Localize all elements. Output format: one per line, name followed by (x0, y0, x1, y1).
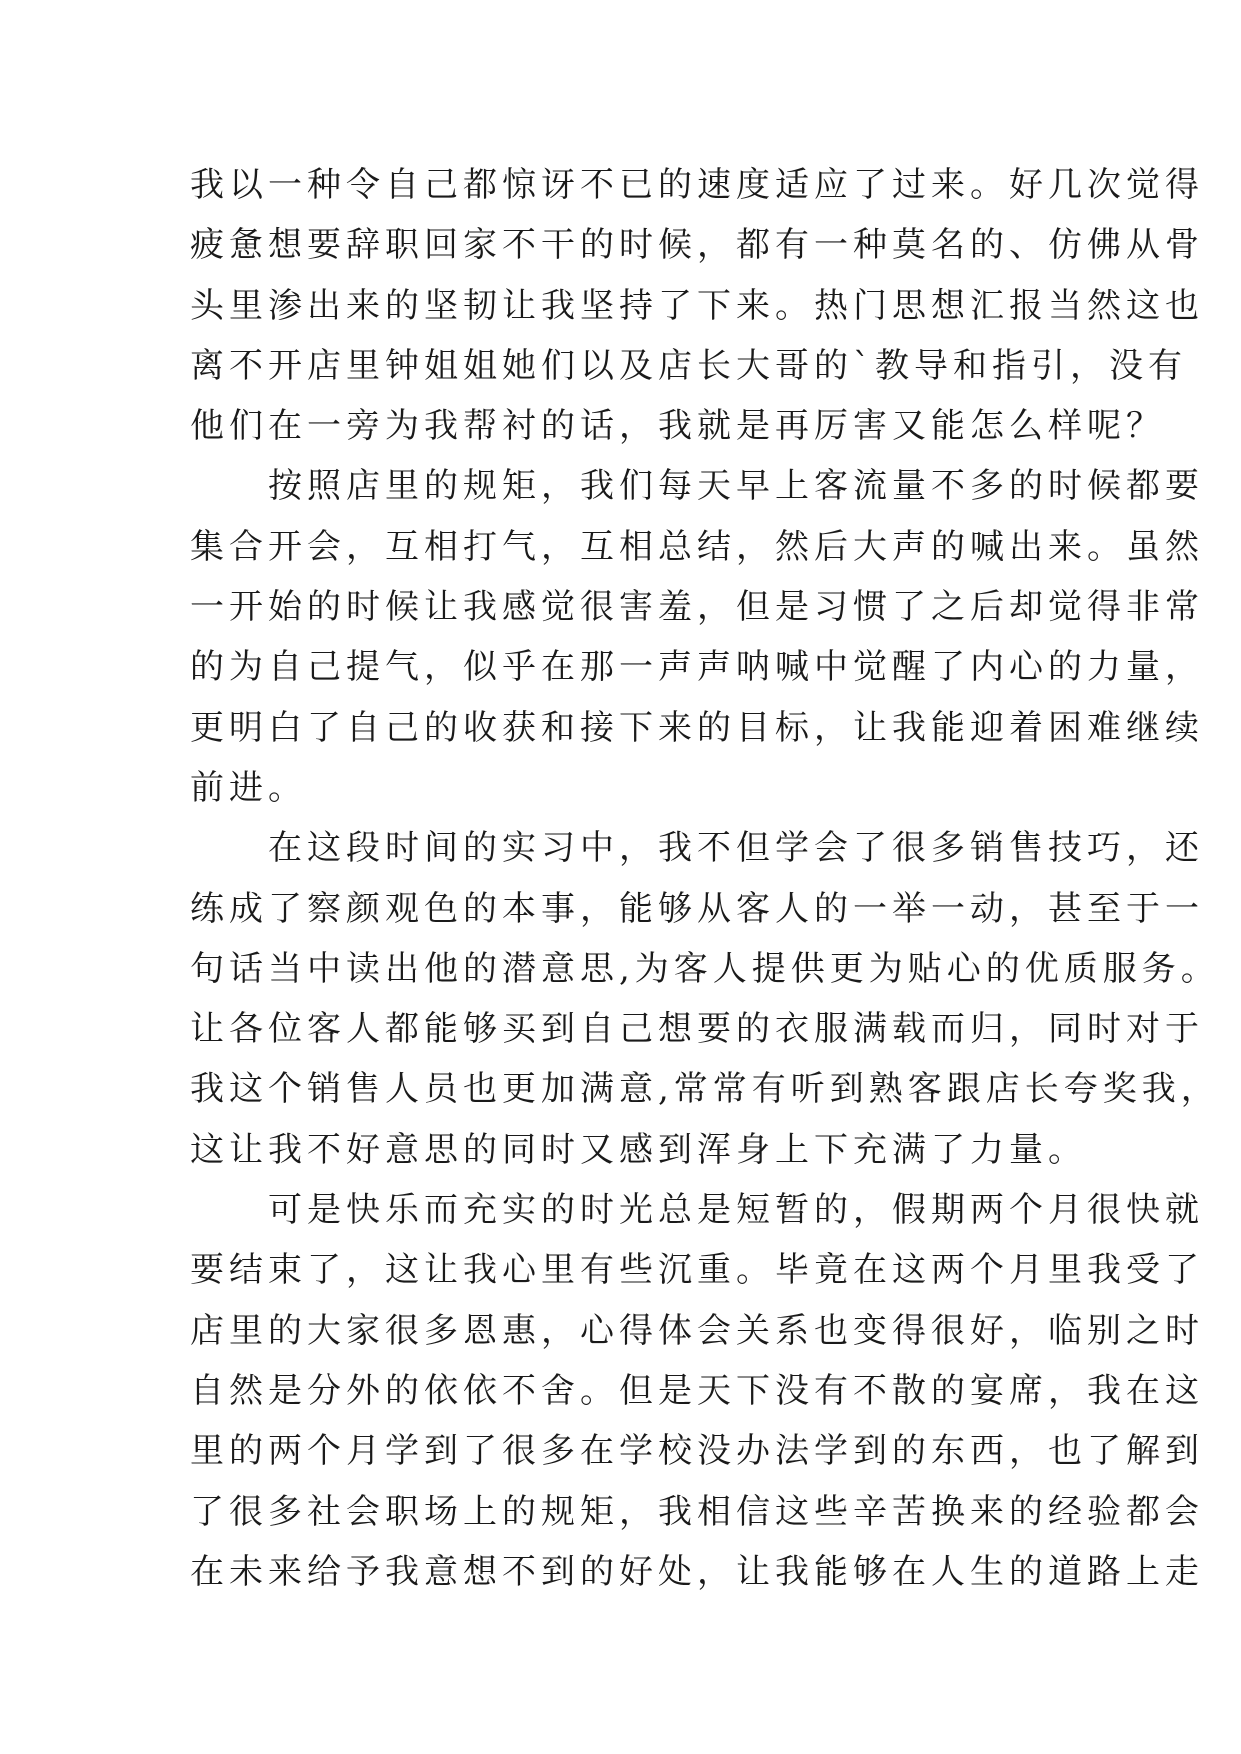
text-line: 句话当中读出他的潜意思,为客人提供更为贴心的优质服务。 (190, 948, 1220, 989)
text-line: 让各位客人都能够买到自己想要的衣服满载而归，同时对于 (190, 1009, 1204, 1050)
body-text (190, 155, 1220, 1602)
text-line: 他们在一旁为我帮衬的话，我就是再厉害又能怎么样呢？ (190, 406, 1165, 447)
text-line: 自然是分外的依依不舍。但是天下没有不散的宴席，我在这 (190, 1370, 1204, 1411)
text-line: 一开始的时候让我感觉很害羞，但是习惯了之后却觉得非常 (190, 587, 1204, 628)
text-line: 店里的大家很多恩惠，心得体会关系也变得很好，临别之时 (190, 1310, 1204, 1351)
text-line: 前进。 (190, 767, 307, 808)
text-line: 在这段时间的实习中，我不但学会了很多销售技巧，还 (190, 828, 1204, 869)
text-line: 集合开会，互相打气，互相总结，然后大声的喊出来。虽然 (190, 526, 1204, 567)
text-line: 头里渗出来的坚韧让我坚持了下来。热门思想汇报当然这也 (190, 285, 1204, 326)
text-line: 可是快乐而充实的时光总是短暂的，假期两个月很快就 (190, 1190, 1204, 1231)
text-line: 按照店里的规矩，我们每天早上客流量不多的时候都要 (190, 466, 1204, 507)
text-line: 这让我不好意思的同时又感到浑身上下充满了力量。 (190, 1129, 1087, 1170)
text-line: 离不开店里钟姐姐她们以及店长大哥的`教导和指引，没有 (190, 345, 1187, 386)
text-line: 我这个销售人员也更加满意,常常有听到熟客跟店长夸奖我， (190, 1069, 1220, 1110)
text-line: 要结束了，这让我心里有些沉重。毕竟在这两个月里我受了 (190, 1250, 1204, 1291)
text-line: 在未来给予我意想不到的好处，让我能够在人生的道路上走 (190, 1551, 1204, 1592)
text-line: 疲惫想要辞职回家不干的时候，都有一种莫名的、仿佛从骨 (190, 225, 1204, 266)
text-line: 了很多社会职场上的规矩，我相信这些辛苦换来的经验都会 (190, 1491, 1204, 1532)
text-line: 练成了察颜观色的本事，能够从客人的一举一动，甚至于一 (190, 888, 1204, 929)
text-line: 我以一种令自己都惊讶不已的速度适应了过来。好几次觉得 (190, 165, 1204, 205)
text-line: 更明白了自己的收获和接下来的目标，让我能迎着困难继续 (190, 707, 1204, 748)
text-line: 的为自己提气，似乎在那一声声呐喊中觉醒了内心的力量， (190, 647, 1204, 688)
text-line: 里的两个月学到了很多在学校没办法学到的东西，也了解到 (190, 1431, 1204, 1472)
